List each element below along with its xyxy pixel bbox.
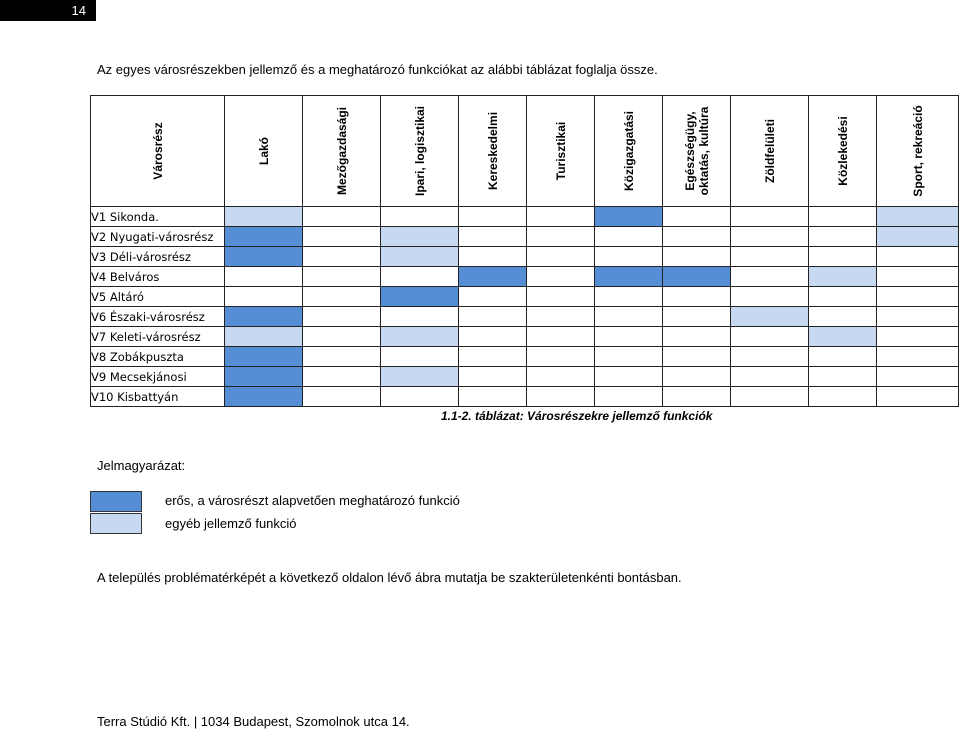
function-cell [731, 207, 809, 227]
function-cell [877, 207, 959, 227]
function-cell [459, 327, 527, 347]
function-cell [877, 327, 959, 347]
column-header [663, 96, 731, 207]
table-row [91, 367, 959, 387]
function-cell [809, 207, 877, 227]
column-header [225, 96, 303, 207]
function-cell [663, 247, 731, 267]
function-cell [527, 247, 595, 267]
legend-title: Jelmagyarázat: [97, 458, 186, 473]
function-cell [877, 227, 959, 247]
column-header [381, 96, 459, 207]
function-cell [459, 347, 527, 367]
legend-swatch-light [90, 513, 142, 534]
function-cell [731, 307, 809, 327]
district-name: V4 Belváros [91, 267, 225, 287]
page-number: 14 [0, 0, 96, 21]
function-cell [877, 367, 959, 387]
function-cell [381, 347, 459, 367]
function-cell [303, 287, 381, 307]
table-row [91, 227, 959, 247]
function-cell [527, 207, 595, 227]
function-cell [381, 387, 459, 407]
column-header [809, 96, 877, 207]
column-header-label: Ipari, logisztikai [412, 105, 427, 197]
function-cell [731, 227, 809, 247]
function-cell [459, 387, 527, 407]
function-cell [225, 307, 303, 327]
function-cell [877, 267, 959, 287]
column-header-label: Turisztikai [553, 121, 568, 181]
function-cell [459, 287, 527, 307]
function-cell [225, 247, 303, 267]
function-cell [809, 347, 877, 367]
function-cell [459, 207, 527, 227]
column-header [877, 96, 959, 207]
function-cell [595, 387, 663, 407]
function-cell [595, 367, 663, 387]
legend-label-strong: erős, a városrészt alapvetően meghatározó funkció [165, 493, 460, 508]
function-cell [663, 207, 731, 227]
intro-text: Az egyes városrészekben jellemző és a meghatározó funkciókat az alábbi táblázat foglalja össze. [97, 62, 658, 77]
table-row [91, 247, 959, 267]
function-cell [381, 287, 459, 307]
function-cell [381, 327, 459, 347]
footer: Terra Stúdió Kft. | 1034 Budapest, Szomolnok utca 14. [97, 714, 410, 729]
function-cell [877, 247, 959, 267]
column-header-label: Egészségügy, oktatás, kultúra [682, 106, 711, 196]
function-cell [303, 227, 381, 247]
function-cell [381, 307, 459, 327]
column-header [303, 96, 381, 207]
function-cell [527, 347, 595, 367]
function-cell [381, 207, 459, 227]
function-cell [663, 267, 731, 287]
function-cell [731, 267, 809, 287]
function-cell [459, 367, 527, 387]
function-cell [459, 227, 527, 247]
district-name: V6 Északi-városrész [91, 307, 225, 327]
function-cell [877, 307, 959, 327]
district-name: V8 Zobákpuszta [91, 347, 225, 367]
function-cell [663, 347, 731, 367]
function-cell [877, 387, 959, 407]
function-cell [527, 227, 595, 247]
function-cell [381, 367, 459, 387]
function-cell [595, 287, 663, 307]
function-cell [731, 287, 809, 307]
function-cell [877, 287, 959, 307]
summary-text: A település problématérképét a következő oldalon lévő ábra mutatja be szakterületenkénti bontásban. [97, 570, 682, 585]
function-cell [595, 347, 663, 367]
column-header [459, 96, 527, 207]
district-name: V3 Déli-városrész [91, 247, 225, 267]
function-cell [731, 367, 809, 387]
function-cell [595, 207, 663, 227]
column-header [595, 96, 663, 207]
function-cell [381, 247, 459, 267]
column-header-label: Zöldfelületi [762, 119, 777, 183]
column-header-label: Közlekedési [835, 116, 850, 186]
function-cell [303, 387, 381, 407]
function-cell [809, 267, 877, 287]
column-header [527, 96, 595, 207]
table-row [91, 307, 959, 327]
column-header [91, 96, 225, 207]
function-cell [225, 207, 303, 227]
function-cell [595, 307, 663, 327]
legend-swatch-strong [90, 491, 142, 512]
column-header-label: Sport, rekreáció [910, 105, 925, 197]
district-name: V1 Sikonda. [91, 207, 225, 227]
function-cell [459, 307, 527, 327]
function-cell [303, 347, 381, 367]
district-name: V5 Altáró [91, 287, 225, 307]
function-cell [663, 327, 731, 347]
function-cell [809, 307, 877, 327]
function-cell [809, 387, 877, 407]
table-row [91, 387, 959, 407]
function-cell [527, 267, 595, 287]
table-body [91, 207, 959, 407]
function-cell [303, 327, 381, 347]
function-cell [663, 367, 731, 387]
table-row [91, 267, 959, 287]
district-name: V10 Kisbattyán [91, 387, 225, 407]
function-cell [225, 387, 303, 407]
function-cell [731, 387, 809, 407]
function-cell [809, 287, 877, 307]
function-cell [527, 327, 595, 347]
function-cell [225, 287, 303, 307]
function-cell [663, 387, 731, 407]
function-cell [459, 247, 527, 267]
function-cell [809, 247, 877, 267]
function-cell [381, 267, 459, 287]
column-header [731, 96, 809, 207]
function-cell [731, 247, 809, 267]
table-caption: 1.1-2. táblázat: Városrészekre jellemző funkciók [441, 409, 713, 423]
table-row [91, 207, 959, 227]
function-cell [459, 267, 527, 287]
function-cell [877, 347, 959, 367]
function-cell [225, 227, 303, 247]
function-cell [809, 367, 877, 387]
district-name: V2 Nyugati-városrész [91, 227, 225, 247]
column-header-label: Városrész [150, 122, 165, 180]
column-header-label: Közigazgatási [621, 110, 636, 192]
function-cell [663, 287, 731, 307]
legend-label-light: egyéb jellemző funkció [165, 516, 297, 531]
function-cell [303, 307, 381, 327]
function-cell [225, 367, 303, 387]
function-cell [595, 327, 663, 347]
function-cell [303, 247, 381, 267]
table-header-row [91, 96, 959, 207]
district-name: V7 Keleti-városrész [91, 327, 225, 347]
column-header-label: Lakó [256, 136, 271, 166]
table-row [91, 287, 959, 307]
column-header-label: Kereskedelmi [485, 111, 500, 191]
function-table [90, 95, 959, 407]
function-cell [303, 207, 381, 227]
function-cell [225, 267, 303, 287]
function-cell [663, 227, 731, 247]
function-cell [595, 267, 663, 287]
function-cell [527, 287, 595, 307]
function-cell [809, 227, 877, 247]
function-cell [663, 307, 731, 327]
function-cell [731, 327, 809, 347]
function-cell [527, 367, 595, 387]
function-cell [225, 327, 303, 347]
function-cell [809, 327, 877, 347]
column-header-label: Mezőgazdasági [334, 106, 349, 196]
function-cell [225, 347, 303, 367]
function-cell [595, 227, 663, 247]
function-cell [731, 347, 809, 367]
function-cell [527, 387, 595, 407]
function-cell [303, 367, 381, 387]
function-cell [381, 227, 459, 247]
table-row [91, 327, 959, 347]
function-cell [595, 247, 663, 267]
function-cell [527, 307, 595, 327]
function-cell [303, 267, 381, 287]
table-row [91, 347, 959, 367]
district-name: V9 Mecsekjánosi [91, 367, 225, 387]
